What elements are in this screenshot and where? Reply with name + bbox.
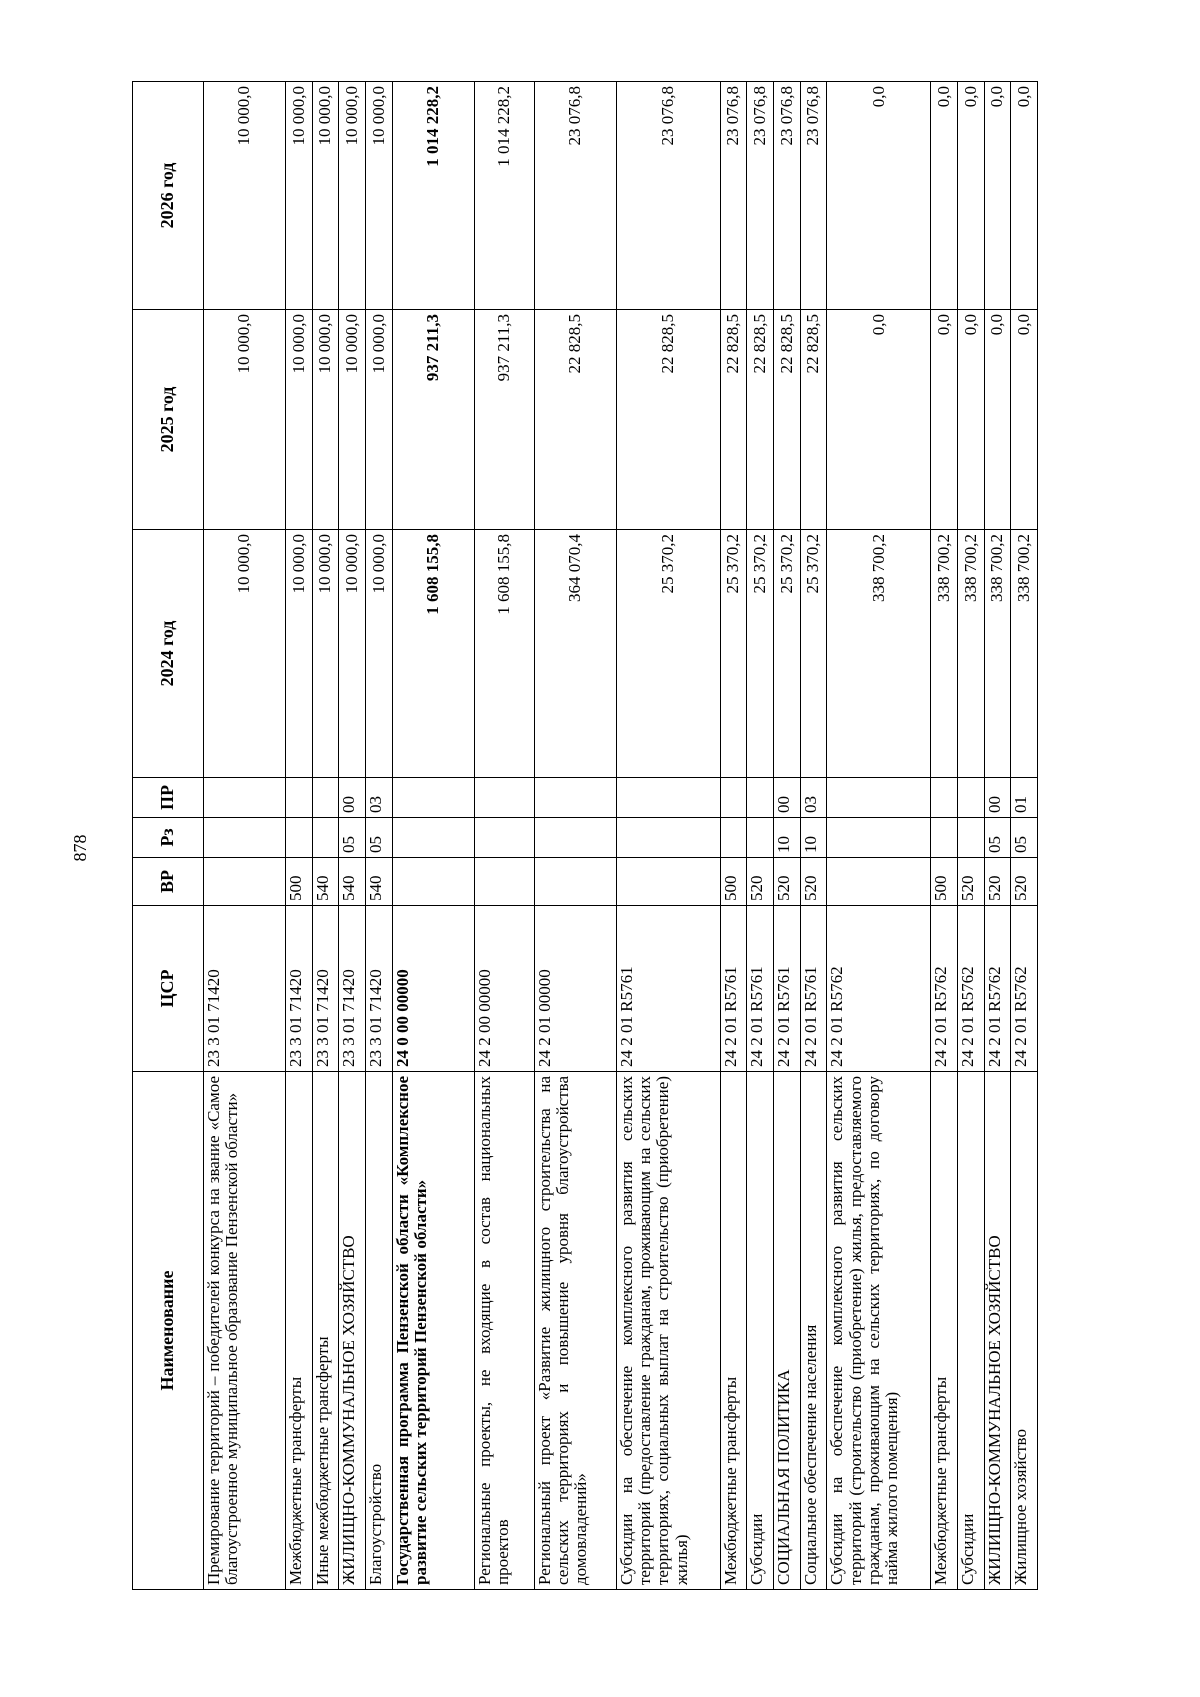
cell-2024: 338 700,2 xyxy=(931,530,958,778)
cell-2025: 22 828,5 xyxy=(800,310,827,530)
cell-csr: 23 3 01 71420 xyxy=(312,906,339,1072)
col-header-vr: ВР xyxy=(133,858,204,906)
cell-csr: 24 2 01 R5762 xyxy=(1011,906,1038,1072)
cell-2024: 25 370,2 xyxy=(800,530,827,778)
cell-name: Субсидии xyxy=(957,1072,984,1590)
table-row xyxy=(286,82,313,1590)
col-header-rz: Рз xyxy=(133,818,204,858)
cell-name: ЖИЛИЩНО-КОММУНАЛЬНОЕ ХОЗЯЙСТВО xyxy=(339,1072,366,1590)
cell-2026: 0,0 xyxy=(827,82,931,310)
cell-2025: 0,0 xyxy=(1011,310,1038,530)
cell-pr xyxy=(747,778,774,818)
col-header-pr: ПР xyxy=(133,778,204,818)
cell-csr: 24 2 01 R5762 xyxy=(957,906,984,1072)
cell-csr: 23 3 01 71420 xyxy=(365,906,392,1072)
cell-rz xyxy=(286,818,313,858)
cell-2026: 10 000,0 xyxy=(365,82,392,310)
cell-csr: 24 2 01 R5761 xyxy=(800,906,827,1072)
cell-rz: 10 xyxy=(800,818,827,858)
cell-pr xyxy=(286,778,313,818)
cell-rz xyxy=(957,818,984,858)
table-row xyxy=(339,82,366,1590)
cell-pr xyxy=(204,778,286,818)
cell-name: Региональные проекты, не входящие в состав национальных проектов xyxy=(474,1072,534,1590)
cell-2025: 22 828,5 xyxy=(773,310,800,530)
col-header-2026: 2026 год xyxy=(133,82,204,310)
table-row xyxy=(800,82,827,1590)
table-row xyxy=(365,82,392,1590)
cell-csr: 24 2 01 R5761 xyxy=(616,906,720,1072)
cell-2024: 25 370,2 xyxy=(616,530,720,778)
cell-rz xyxy=(827,818,931,858)
cell-pr xyxy=(474,778,534,818)
cell-csr: 24 2 01 R5761 xyxy=(720,906,747,1072)
cell-vr xyxy=(827,858,931,906)
cell-pr xyxy=(616,778,720,818)
cell-2024: 338 700,2 xyxy=(957,530,984,778)
cell-vr: 500 xyxy=(931,858,958,906)
table-wrapper xyxy=(132,82,1038,1590)
cell-2026: 0,0 xyxy=(931,82,958,310)
table-row xyxy=(773,82,800,1590)
cell-pr: 03 xyxy=(800,778,827,818)
cell-pr xyxy=(534,778,616,818)
table-row xyxy=(827,82,931,1590)
cell-rz: 05 xyxy=(365,818,392,858)
cell-2026: 10 000,0 xyxy=(312,82,339,310)
cell-2024: 25 370,2 xyxy=(773,530,800,778)
cell-2026: 23 076,8 xyxy=(616,82,720,310)
cell-csr: 24 2 01 R5762 xyxy=(931,906,958,1072)
cell-name: ЖИЛИЩНО-КОММУНАЛЬНОЕ ХОЗЯЙСТВО xyxy=(984,1072,1011,1590)
table-row xyxy=(931,82,958,1590)
cell-2026: 23 076,8 xyxy=(800,82,827,310)
cell-pr: 01 xyxy=(1011,778,1038,818)
cell-2026: 23 076,8 xyxy=(534,82,616,310)
cell-name: Межбюджетные трансферты xyxy=(286,1072,313,1590)
cell-vr: 520 xyxy=(1011,858,1038,906)
cell-rz xyxy=(720,818,747,858)
cell-vr: 520 xyxy=(984,858,1011,906)
cell-pr: 00 xyxy=(773,778,800,818)
cell-pr xyxy=(312,778,339,818)
cell-2024: 338 700,2 xyxy=(984,530,1011,778)
table-row xyxy=(616,82,720,1590)
cell-2025: 22 828,5 xyxy=(747,310,774,530)
cell-2026: 0,0 xyxy=(984,82,1011,310)
cell-2024: 1 608 155,8 xyxy=(392,530,474,778)
col-header-name: Наименование xyxy=(133,1072,204,1590)
col-header-2025: 2025 год xyxy=(133,310,204,530)
cell-pr xyxy=(720,778,747,818)
cell-2025: 10 000,0 xyxy=(365,310,392,530)
cell-csr: 23 3 01 71420 xyxy=(339,906,366,1072)
cell-name: Региональный проект «Развитие жилищного строительства на сельских территориях и повышение уровня благоустройства домовладений» xyxy=(534,1072,616,1590)
cell-name: Государственная программа Пензенской области «Комплексное развитие сельских территорий Пензенской области» xyxy=(392,1072,474,1590)
cell-csr: 23 3 01 71420 xyxy=(204,906,286,1072)
cell-pr xyxy=(931,778,958,818)
col-header-2024: 2024 год xyxy=(133,530,204,778)
cell-rz: 05 xyxy=(339,818,366,858)
budget-table xyxy=(132,81,1038,1590)
cell-2026: 10 000,0 xyxy=(204,82,286,310)
cell-2026: 1 014 228,2 xyxy=(392,82,474,310)
cell-pr: 00 xyxy=(984,778,1011,818)
cell-2024: 10 000,0 xyxy=(204,530,286,778)
table-row xyxy=(204,82,286,1590)
cell-pr xyxy=(827,778,931,818)
cell-2025: 0,0 xyxy=(931,310,958,530)
cell-rz xyxy=(534,818,616,858)
cell-2025: 22 828,5 xyxy=(616,310,720,530)
table-row xyxy=(984,82,1011,1590)
cell-vr xyxy=(392,858,474,906)
cell-vr: 520 xyxy=(800,858,827,906)
cell-2025: 22 828,5 xyxy=(534,310,616,530)
cell-2024: 10 000,0 xyxy=(312,530,339,778)
cell-rz: 05 xyxy=(1011,818,1038,858)
cell-2026: 23 076,8 xyxy=(773,82,800,310)
cell-2026: 23 076,8 xyxy=(747,82,774,310)
cell-csr: 24 2 01 R5761 xyxy=(747,906,774,1072)
cell-2024: 25 370,2 xyxy=(747,530,774,778)
cell-2024: 338 700,2 xyxy=(1011,530,1038,778)
cell-pr xyxy=(392,778,474,818)
cell-vr: 500 xyxy=(286,858,313,906)
table-row-program xyxy=(392,82,474,1590)
table-row xyxy=(957,82,984,1590)
cell-2026: 0,0 xyxy=(1011,82,1038,310)
cell-2025: 937 211,3 xyxy=(474,310,534,530)
cell-rz: 10 xyxy=(773,818,800,858)
cell-rz xyxy=(931,818,958,858)
cell-2026: 23 076,8 xyxy=(720,82,747,310)
cell-2024: 364 070,4 xyxy=(534,530,616,778)
cell-name: Субсидии xyxy=(747,1072,774,1590)
cell-2025: 937 211,3 xyxy=(392,310,474,530)
cell-2025: 0,0 xyxy=(984,310,1011,530)
cell-csr: 24 2 01 R5761 xyxy=(773,906,800,1072)
cell-2025: 0,0 xyxy=(827,310,931,530)
cell-name: Премирование территорий – победителей конкурса на звание «Самое благоустроенное муниципальное образование Пензенской области» xyxy=(204,1072,286,1590)
cell-name: Межбюджетные трансферты xyxy=(931,1072,958,1590)
cell-2025: 10 000,0 xyxy=(312,310,339,530)
cell-csr: 23 3 01 71420 xyxy=(286,906,313,1072)
cell-2026: 0,0 xyxy=(957,82,984,310)
cell-name: Иные межбюджетные трансферты xyxy=(312,1072,339,1590)
cell-2024: 10 000,0 xyxy=(286,530,313,778)
page-number: 878 xyxy=(70,834,90,862)
table-row xyxy=(312,82,339,1590)
table-header-row xyxy=(133,82,204,1590)
cell-vr: 540 xyxy=(339,858,366,906)
cell-rz xyxy=(312,818,339,858)
cell-2024: 10 000,0 xyxy=(365,530,392,778)
cell-vr xyxy=(534,858,616,906)
cell-csr: 24 2 01 00000 xyxy=(534,906,616,1072)
cell-pr xyxy=(957,778,984,818)
cell-vr xyxy=(616,858,720,906)
cell-vr xyxy=(204,858,286,906)
cell-name: Жилищное хозяйство xyxy=(1011,1072,1038,1590)
cell-pr: 03 xyxy=(365,778,392,818)
cell-name: Субсидии на обеспечение комплексного развития сельских территорий (строительство (приобретение) жилья, предоставляемого гражданам, проживающим на сельских территориях, по договору найма жилого помещения) xyxy=(827,1072,931,1590)
cell-csr: 24 2 01 R5762 xyxy=(984,906,1011,1072)
cell-2024: 25 370,2 xyxy=(720,530,747,778)
cell-2025: 10 000,0 xyxy=(286,310,313,530)
col-header-csr: ЦСР xyxy=(133,906,204,1072)
cell-2026: 1 014 228,2 xyxy=(474,82,534,310)
cell-rz: 05 xyxy=(984,818,1011,858)
cell-vr: 500 xyxy=(720,858,747,906)
table-row xyxy=(747,82,774,1590)
cell-vr xyxy=(474,858,534,906)
cell-vr: 520 xyxy=(773,858,800,906)
cell-csr: 24 2 00 00000 xyxy=(474,906,534,1072)
cell-2025: 22 828,5 xyxy=(720,310,747,530)
cell-vr: 540 xyxy=(365,858,392,906)
cell-rz xyxy=(747,818,774,858)
table-row xyxy=(534,82,616,1590)
cell-csr: 24 0 00 00000 xyxy=(392,906,474,1072)
cell-2025: 10 000,0 xyxy=(339,310,366,530)
cell-rz xyxy=(474,818,534,858)
table-row xyxy=(1011,82,1038,1590)
cell-csr: 24 2 01 R5762 xyxy=(827,906,931,1072)
cell-vr: 520 xyxy=(957,858,984,906)
cell-name: Благоустройство xyxy=(365,1072,392,1590)
table-row xyxy=(720,82,747,1590)
cell-vr: 540 xyxy=(312,858,339,906)
cell-rz xyxy=(204,818,286,858)
cell-name: Социальное обеспечение населения xyxy=(800,1072,827,1590)
cell-2026: 10 000,0 xyxy=(286,82,313,310)
cell-2026: 10 000,0 xyxy=(339,82,366,310)
cell-pr: 00 xyxy=(339,778,366,818)
table-row xyxy=(474,82,534,1590)
cell-2024: 10 000,0 xyxy=(339,530,366,778)
cell-2025: 0,0 xyxy=(957,310,984,530)
cell-name: СОЦИАЛЬНАЯ ПОЛИТИКА xyxy=(773,1072,800,1590)
cell-vr: 520 xyxy=(747,858,774,906)
cell-2025: 10 000,0 xyxy=(204,310,286,530)
cell-2024: 1 608 155,8 xyxy=(474,530,534,778)
cell-name: Межбюджетные трансферты xyxy=(720,1072,747,1590)
cell-rz xyxy=(392,818,474,858)
cell-rz xyxy=(616,818,720,858)
cell-name: Субсидии на обеспечение комплексного развития сельских территорий (предоставление гражданам, проживающим на сельских территориях, социальных выплат на строительство (приобретение) жилья) xyxy=(616,1072,720,1590)
cell-2024: 338 700,2 xyxy=(827,530,931,778)
